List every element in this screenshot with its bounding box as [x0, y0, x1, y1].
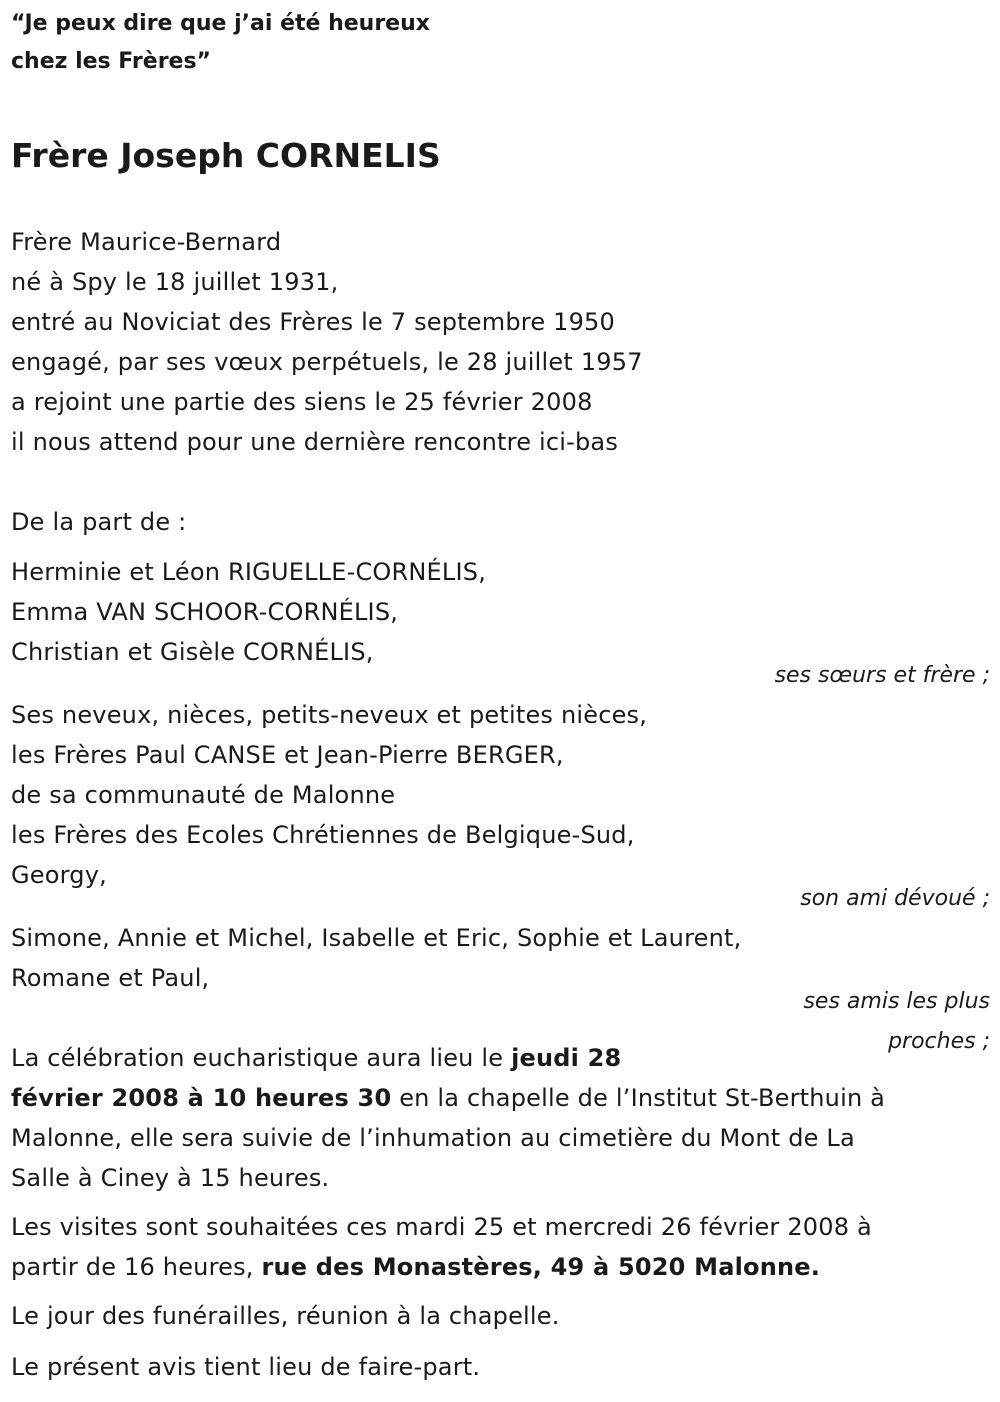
family-line: de sa communauté de Malonne [11, 781, 396, 809]
celebration-date: jeudi 28 [511, 1044, 622, 1072]
celebration-line [11, 1078, 885, 1118]
biography [11, 222, 643, 462]
family-line: Ses neveux, nièces, petits-neveux et petites nièces, [11, 701, 648, 729]
relation-line: proches ; [888, 1029, 990, 1054]
visits-line: Les visites sont souhaitées ces mardi 25 et mercredi 26 février 2008 à [11, 1213, 872, 1241]
celebration-line: Salle à Ciney à 15 heures. [11, 1164, 330, 1192]
family-line: Romane et Paul, [11, 964, 210, 992]
from-label: De la part de : [11, 508, 187, 536]
visits-text: partir de 16 heures, [11, 1253, 262, 1281]
bio-line: Frère Maurice-Bernard [11, 228, 282, 256]
bio-line: engagé, par ses vœux perpétuels, le 28 juillet 1957 [11, 348, 643, 376]
quote-line-1: “Je peux dire que j’ai été heureux [11, 11, 430, 36]
celebration-line [11, 1038, 885, 1078]
family-line: les Frères des Ecoles Chrétiennes de Belgique-Sud, [11, 821, 635, 849]
bio-line: entré au Noviciat des Frères le 7 septembre 1950 [11, 308, 615, 336]
family-line: Georgy, [11, 861, 107, 889]
bio-line: a rejoint une partie des siens le 25 février 2008 [11, 388, 593, 416]
quote-line-2: chez les Frères” [11, 49, 212, 74]
family-line: Herminie et Léon RIGUELLE-CORNÉLIS, [11, 558, 487, 586]
celebration-text: en la chapelle de l’Institut St-Berthuin à [391, 1084, 886, 1112]
funeral-day-note: Le jour des funérailles, réunion à la chapelle. [11, 1302, 560, 1330]
family-group-close-friends [11, 918, 741, 998]
deceased-name: Frère Joseph CORNELIS [11, 136, 441, 175]
family-line: Simone, Annie et Michel, Isabelle et Eric, Sophie et Laurent, [11, 924, 742, 952]
notice-note: Le présent avis tient lieu de faire-part. [11, 1353, 481, 1381]
celebration-text: La célébration eucharistique aura lieu le [11, 1044, 512, 1072]
family-group-friends [11, 695, 647, 895]
celebration-line: Malonne, elle sera suivie de l’inhumation au cimetière du Mont de La [11, 1124, 855, 1152]
family-line: Emma VAN SCHOOR-CORNÉLIS, [11, 598, 399, 626]
visits-paragraph [11, 1207, 872, 1287]
visits-address: rue des Monastères, 49 à 5020 Malonne. [261, 1253, 821, 1281]
relation-siblings: ses sœurs et frère ; [774, 663, 990, 688]
relation-devoted-friend: son ami dévoué ; [800, 886, 990, 911]
epigraph-quote [11, 6, 430, 80]
family-group-siblings [11, 552, 486, 672]
family-line: les Frères Paul CANSE et Jean-Pierre BERGER, [11, 741, 564, 769]
family-line: Christian et Gisèle CORNÉLIS, [11, 638, 374, 666]
relation-line: ses amis les plus [803, 989, 990, 1014]
bio-line: il nous attend pour une dernière rencontre ici-bas [11, 428, 619, 456]
celebration-paragraph [11, 1038, 885, 1198]
bio-line: né à Spy le 18 juillet 1931, [11, 268, 339, 296]
celebration-datetime: février 2008 à 10 heures 30 [11, 1084, 392, 1112]
visits-line [11, 1247, 872, 1287]
